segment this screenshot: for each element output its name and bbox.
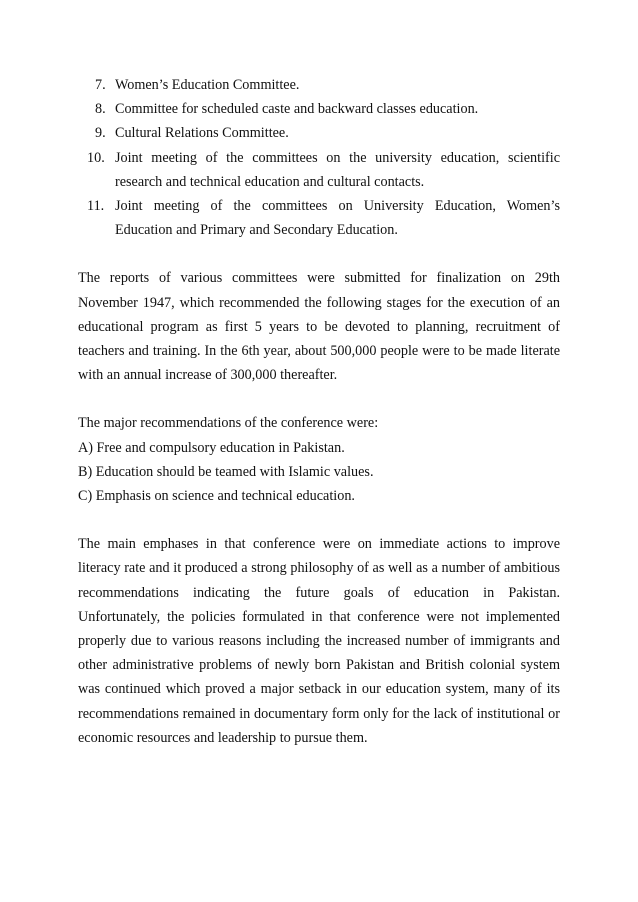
reports-paragraph: The reports of various committees were submitted for finalization on 29th November 1947, which recommended the following stages for the execution of an educational program as first 5 years to be devoted to planning, recruitment of teachers and training. In the 6th year, about 500,000 people were to be made literate with an annual increase of 300,000 thereafter. [78, 270, 560, 384]
list-item-text: Joint meeting of the committees on the university education, scientific research and technical education and cultural contacts. [115, 149, 560, 190]
list-item [78, 97, 560, 121]
document-body [78, 73, 560, 750]
list-item-text: Cultural Relations Committee. [115, 125, 289, 142]
recommendation-item: B) Education should be teamed with Islamic values. [78, 463, 374, 480]
spacer [78, 508, 560, 532]
list-item [78, 121, 560, 145]
committee-list [78, 73, 560, 242]
list-item-number: 11. [87, 198, 105, 215]
emphases-paragraph: The main emphases in that conference were on immediate actions to improve literacy rate and it produced a strong philosophy of as well as a number of ambitious recommendations indicating the future goals of education in Pakistan. Unfortunately, the policies formulated in that conference were not implemented properly due to various reasons including the increased number of immigrants and other administrative problems of newly born Pakistan and British colonial system was continued which proved a major setback in our education system, many of its recommendations remained in documentary form only for the lack of institutional or economic resources and leadership to pursue them. [78, 536, 560, 746]
spacer [78, 242, 560, 266]
list-item [78, 146, 560, 194]
spacer [78, 387, 560, 411]
list-item-text: Women’s Education Committee. [115, 77, 300, 93]
recommendation-item: C) Emphasis on science and technical education. [78, 488, 355, 505]
list-item [78, 194, 560, 242]
list-item-number: 10. [87, 149, 105, 166]
list-item-text: Committee for scheduled caste and backward classes education. [115, 101, 479, 118]
recommendation-item: A) Free and compulsory education in Pakistan. [78, 439, 345, 456]
recommendations-intro: The major recommendations of the conference were: [78, 415, 379, 432]
list-item-text: Joint meeting of the committees on University Education, Women’s Education and Primary and Secondary Education. [115, 198, 560, 239]
list-item-number: 8. [95, 101, 106, 118]
list-item-number: 9. [95, 125, 106, 142]
list-item [78, 73, 560, 97]
list-item-number: 7. [95, 77, 106, 93]
